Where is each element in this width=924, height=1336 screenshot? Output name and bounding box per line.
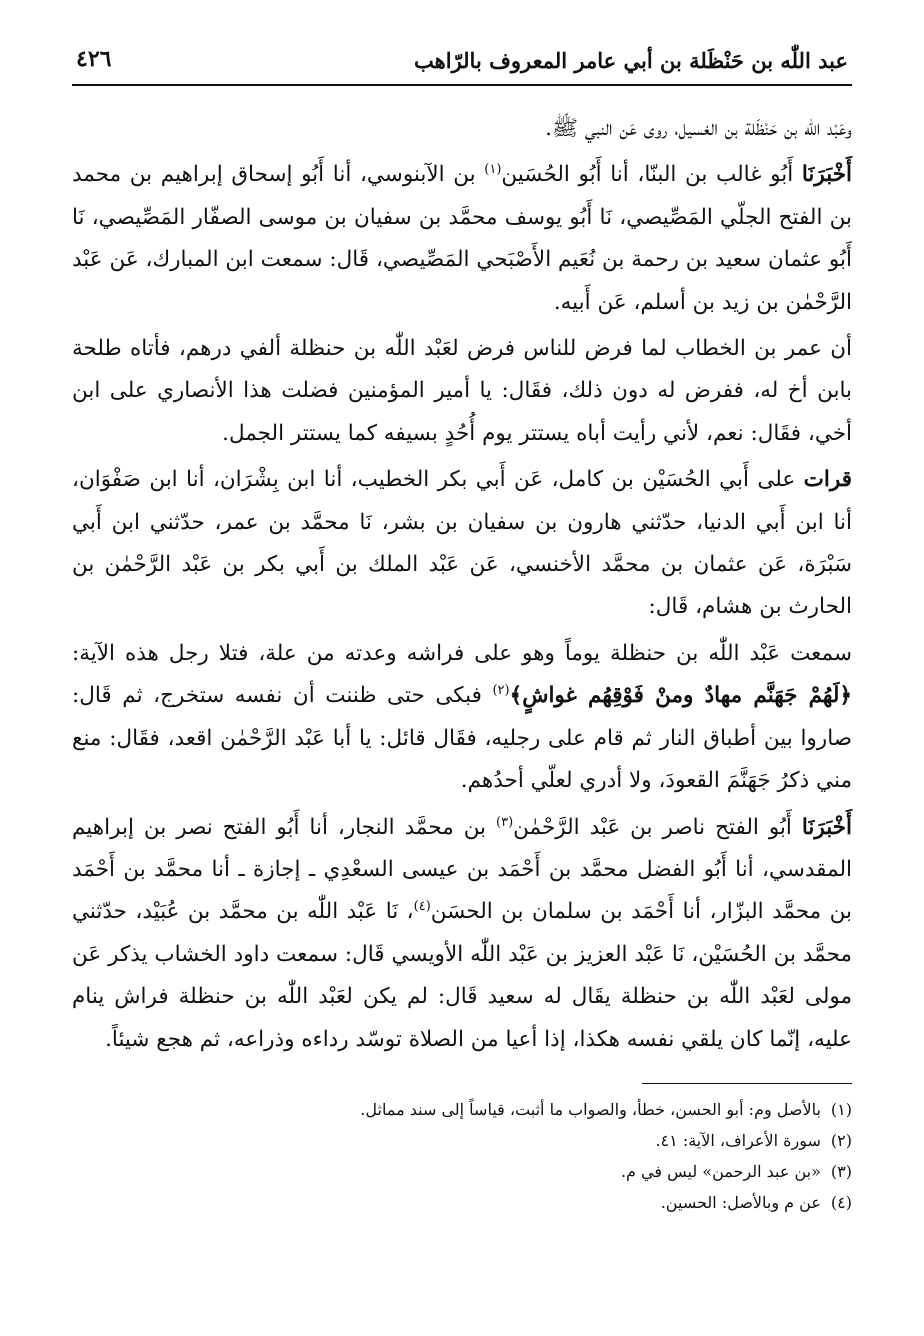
paragraph-1: وعَبْد اللّٰه بن حَنْظَلة بن الغسيل، روى عَن النبي ﷺ.: [545, 116, 852, 141]
running-header: [72, 40, 852, 86]
footnote-text: «بن عبد الرحمن» ليس في م.: [620, 1161, 821, 1181]
footnote-ref-3[interactable]: (٣): [496, 814, 514, 830]
paragraph-2-text-b: بن الآبنوسي، أنا أَبُو إسحاق إبراهيم بن محمد بن الفتح الجلّي المَصِّيصي، نَا أَبُو يوسف محمَّد بن سفيان بن موسى الصفّار المَصِّيصي، نَا أَبُو عثمان سعيد بن رحمة بن نُعَيم الأَصْبَحي المَصِّيصي، قَال: سمعت ابن المبارك، عَن عَبْد الرَّحْمٰن بن زيد بن أسلم، عَن أَبيه.: [72, 162, 852, 315]
footnote-number: (٣): [830, 1161, 852, 1181]
footnote-text: عن م وبالأصل: الحسين.: [660, 1192, 821, 1212]
paragraph-4: [72, 459, 852, 629]
keyword-akhbarana-2: أَخْبَرَنَا: [801, 814, 853, 840]
footnote-number: (٢): [830, 1130, 852, 1150]
footnote-ref-2[interactable]: (٢): [492, 683, 510, 699]
paragraph-6-text-b: بن محمَّد النجار، أنا أَبُو الفتح نصر بن إبراهيم المقدسي، أنا أَبُو الفضل محمَّد بن أَحْمَد بن عيسى السعْدِي ـ إجازة ـ أنا محمَّد بن أَحْمَد بن محمَّد البزّار، أنا أَحْمَد بن سلمان بن الحسَن: [72, 814, 852, 925]
footnotes: [72, 1094, 852, 1218]
keyword-akhbarana: أَخْبَرَنَا: [801, 162, 852, 188]
paragraph-2: [72, 154, 852, 324]
quran-verse: ﴿لَهُمْ جَهَنَّم مهادٌ ومنْ فَوْقِهُم غواشٍ﴾: [509, 683, 852, 709]
keyword-qarat: قرات: [803, 467, 852, 493]
paragraph-2-text-a: أَبُو غالب بن البنّا، أنا أَبُو الحُسَين: [501, 162, 802, 188]
paragraph-5-text-a: سمعت عَبْد اللّٰه بن حنظلة يوماً وهو على فراشه وعدته من علة، فتلا رجل هذه الآية:: [72, 640, 852, 666]
paragraph-6: [72, 807, 852, 1061]
paragraph-3: أن عمر بن الخطاب لما فرض للناس فرض لعَبْد اللّٰه بن حنظلة ألفي درهم، فأتاه طلحة بابن أخ له، ففرض له دون ذلك، فقَال: يا أمير المؤمنين فضلت هذا الأنصاري على ابن أخي، فقَال: نعم، لأني رأيت أباه يستتر يوم أُحُدٍ بسيفه كما يستتر الجمل.: [72, 336, 852, 446]
footnote-ref-4[interactable]: (٤): [413, 899, 431, 915]
footnote-number: (١): [830, 1099, 852, 1119]
main-text: [72, 108, 852, 1061]
footnote-number: (٤): [830, 1192, 852, 1212]
footnote-1: [72, 1094, 852, 1125]
paragraph-6-text-c: ، نَا عَبْد اللّٰه بن محمَّد بن عُبَيْد، حدّثني محمَّد بن الحُسَيْن، نَا عَبْد العزيز بن عَبْد اللّٰه الأويسي قَال: سمعت داود الخشاب يذكر عَن مولى لعَبْد اللّٰه بن حنظلة يقَال له سعيد قَال: لم يكن لعَبْد اللّٰه بن حنظلة فراش ينام عليه، إنّما كان يلقي نفسه هكذا، إذا أعيا من الصلاة توسّد رداءه وذراعه، ثم هجع شيئاً.: [72, 899, 852, 1052]
page-number: ٤٢٦: [76, 46, 112, 72]
footnote-4: [72, 1187, 852, 1218]
paragraph-4-text: على أَبي الحُسَيْن بن كامل، عَن أَبي بكر الخطيب، أنا ابن بِشْرَان، أنا ابن صَفْوَان، أنا ابن أَبي الدنيا، حدّثني هارون بن سفيان بن بشر، نَا محمَّد بن عمر، حدّثني ابن أَبي سَبْرَة، عَن عثمان بن محمَّد الأخنسي، عَن عَبْد الملك بن أَبي بكر بن عَبْد الرَّحْمٰن بن الحارث بن هشام، قَال:: [72, 467, 852, 620]
footnote-divider: [642, 1083, 852, 1084]
paragraph-5-text-b: فبكى حتى ظننت أن نفسه ستخرج، ثم قَال: صاروا بين أطباق النار ثم قام على رجليه، فقَال قائل: يا أبا عَبْد الرَّحْمٰن اقعد، فقَال: منع مني ذكرُ جَهَنَّمَ القعودَ، ولا أدري لعلّي أحدُهم.: [72, 683, 852, 794]
paragraph-6-text-a: أَبُو الفتح ناصر بن عَبْد الرَّحْمٰن: [513, 814, 802, 840]
footnote-text: بالأصل وم: أبو الحسن، خطأ، والصواب ما أثبت، قياساً إلى سند مماثل.: [360, 1099, 821, 1119]
footnote-divider-wrap: [72, 1065, 852, 1094]
paragraph-5: [72, 633, 852, 803]
footnote-text: سورة الأعراف، الآية: ٤١.: [655, 1130, 821, 1150]
book-page: [72, 40, 852, 1300]
footnote-2: [72, 1125, 852, 1156]
footnote-ref-1[interactable]: (١): [484, 162, 502, 178]
footnote-3: [72, 1156, 852, 1187]
running-title: عبد اللّٰه بن حَنْظَلة بن أبي عامر المعروف بالرّاهب: [414, 48, 848, 73]
